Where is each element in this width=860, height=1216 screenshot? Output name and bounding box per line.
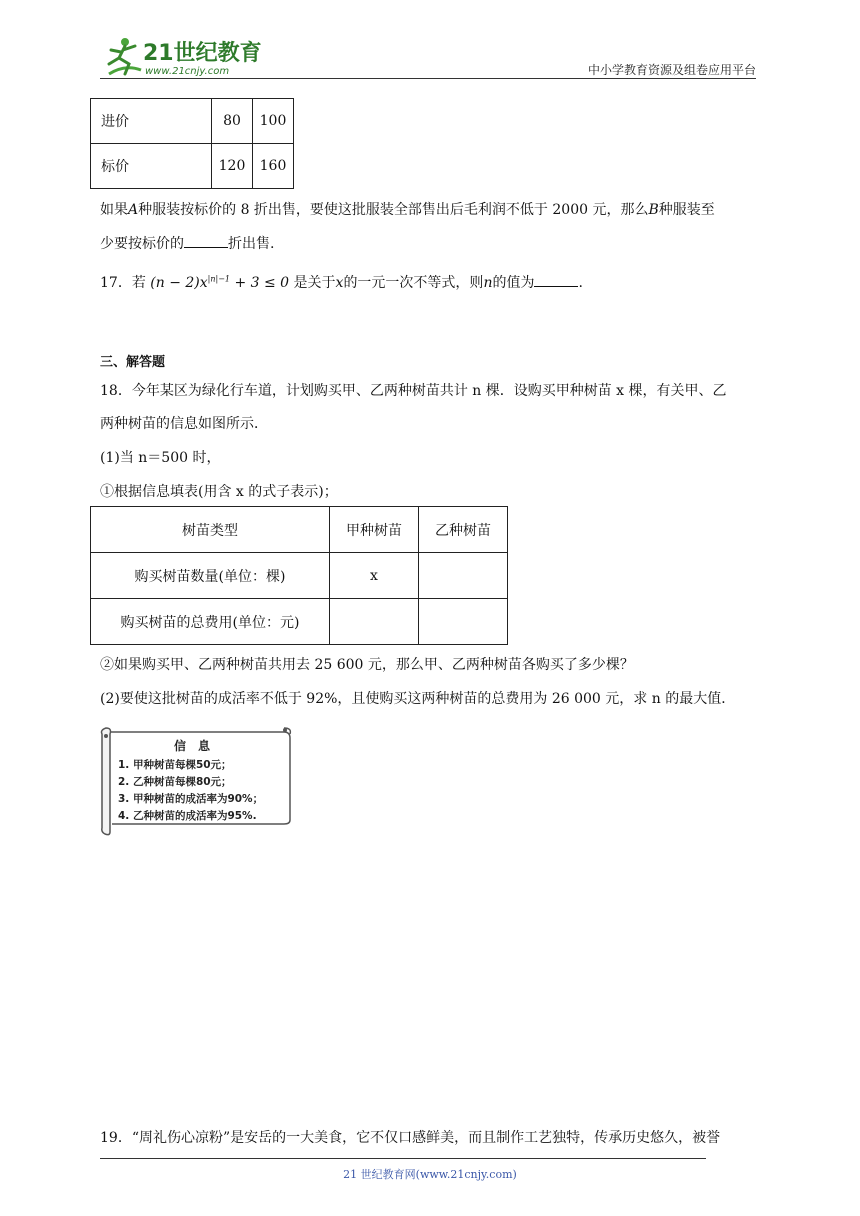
column-header: 甲种树苗 xyxy=(330,507,419,553)
seedling-table xyxy=(90,506,508,645)
info-scroll xyxy=(98,724,294,836)
logo-url: www.21cnjy.com xyxy=(145,66,230,77)
site-logo xyxy=(95,34,265,80)
q18-sub2: ②如果购买甲、乙两种树苗共用去 25 600 元，那么甲、乙两种树苗各购买了多少棵？ xyxy=(100,657,634,673)
footer-text: 21 世纪教育网(www.21cnjy.com) xyxy=(343,1168,517,1181)
cell-a: 120 xyxy=(212,144,253,189)
table-cell xyxy=(330,599,419,645)
logo-text: 21世纪教育 xyxy=(143,41,262,66)
q16-line2: 少要按标价的 折出售. xyxy=(100,236,275,252)
answer-blank[interactable] xyxy=(534,274,578,287)
column-header: 树苗类型 xyxy=(91,507,330,553)
row-label: 购买树苗的总费用(单位：元) xyxy=(91,599,330,645)
table-row xyxy=(91,599,508,645)
cell-b: 160 xyxy=(253,144,294,189)
row-label: 购买树苗数量(单位：棵) xyxy=(91,553,330,599)
q18-line2: 两种树苗的信息如图所示． xyxy=(100,416,268,432)
table-row xyxy=(91,553,508,599)
answer-blank[interactable] xyxy=(184,235,228,248)
table-row xyxy=(91,144,294,189)
info-item: 1. 甲种树苗每棵50元； xyxy=(118,759,232,771)
runner-logo-icon xyxy=(95,34,265,80)
info-item: 2. 乙种树苗每棵80元； xyxy=(118,776,232,788)
info-title: 信 息 xyxy=(174,739,211,753)
table-row xyxy=(91,99,294,144)
q18-part1: (1)当 n＝500 时， xyxy=(100,450,221,466)
q18-sub1: ①根据信息填表(用含 x 的式子表示)； xyxy=(100,484,338,500)
q19-line1: 19．“周礼伤心凉粉”是安岳的一大美食，它不仅口感鲜美，而且制作工艺独特，传承历史悠久，被誉 xyxy=(100,1130,721,1146)
question-17: 17．若 $(n - 2)x^{|n|-1} + 3 \le 0$ 是关于x的一元一次不等式，则n的值为 . xyxy=(100,274,583,291)
price-table xyxy=(90,98,294,189)
formula: $(n - 2)x^{|n|-1} + 3 \le 0$ xyxy=(150,274,290,291)
header-divider xyxy=(100,78,756,79)
table-cell xyxy=(419,599,508,645)
table-header-row xyxy=(91,507,508,553)
table-cell: x xyxy=(330,553,419,599)
row-label: 进价 xyxy=(91,99,212,144)
q18-line1: 18．今年某区为绿化行车道，计划购买甲、乙两种树苗共计 n 棵．设购买甲种树苗 x 棵，有关甲、乙 xyxy=(100,383,727,399)
header-platform-text: 中小学教育资源及组卷应用平台 xyxy=(587,63,756,77)
table-cell xyxy=(419,553,508,599)
q18-part2: (2)要使这批树苗的成活率不低于 92%，且使购买这两种树苗的总费用为 26 000 元，求 n 的最大值． xyxy=(100,691,736,707)
section-heading: 三、解答题 xyxy=(100,355,166,370)
q16-line1: 如果A种服装按标价的 8 折出售，要使这批服装全部售出后毛利润不低于 2000 元，那么B种服装至 xyxy=(100,202,715,218)
row-label: 标价 xyxy=(91,144,212,189)
cell-a: 80 xyxy=(212,99,253,144)
info-item: 3. 甲种树苗的成活率为90%； xyxy=(118,793,264,805)
footer-divider xyxy=(100,1158,706,1159)
cell-b: 100 xyxy=(253,99,294,144)
column-header: 乙种树苗 xyxy=(419,507,508,553)
info-item: 4. 乙种树苗的成活率为95%. xyxy=(118,810,257,822)
